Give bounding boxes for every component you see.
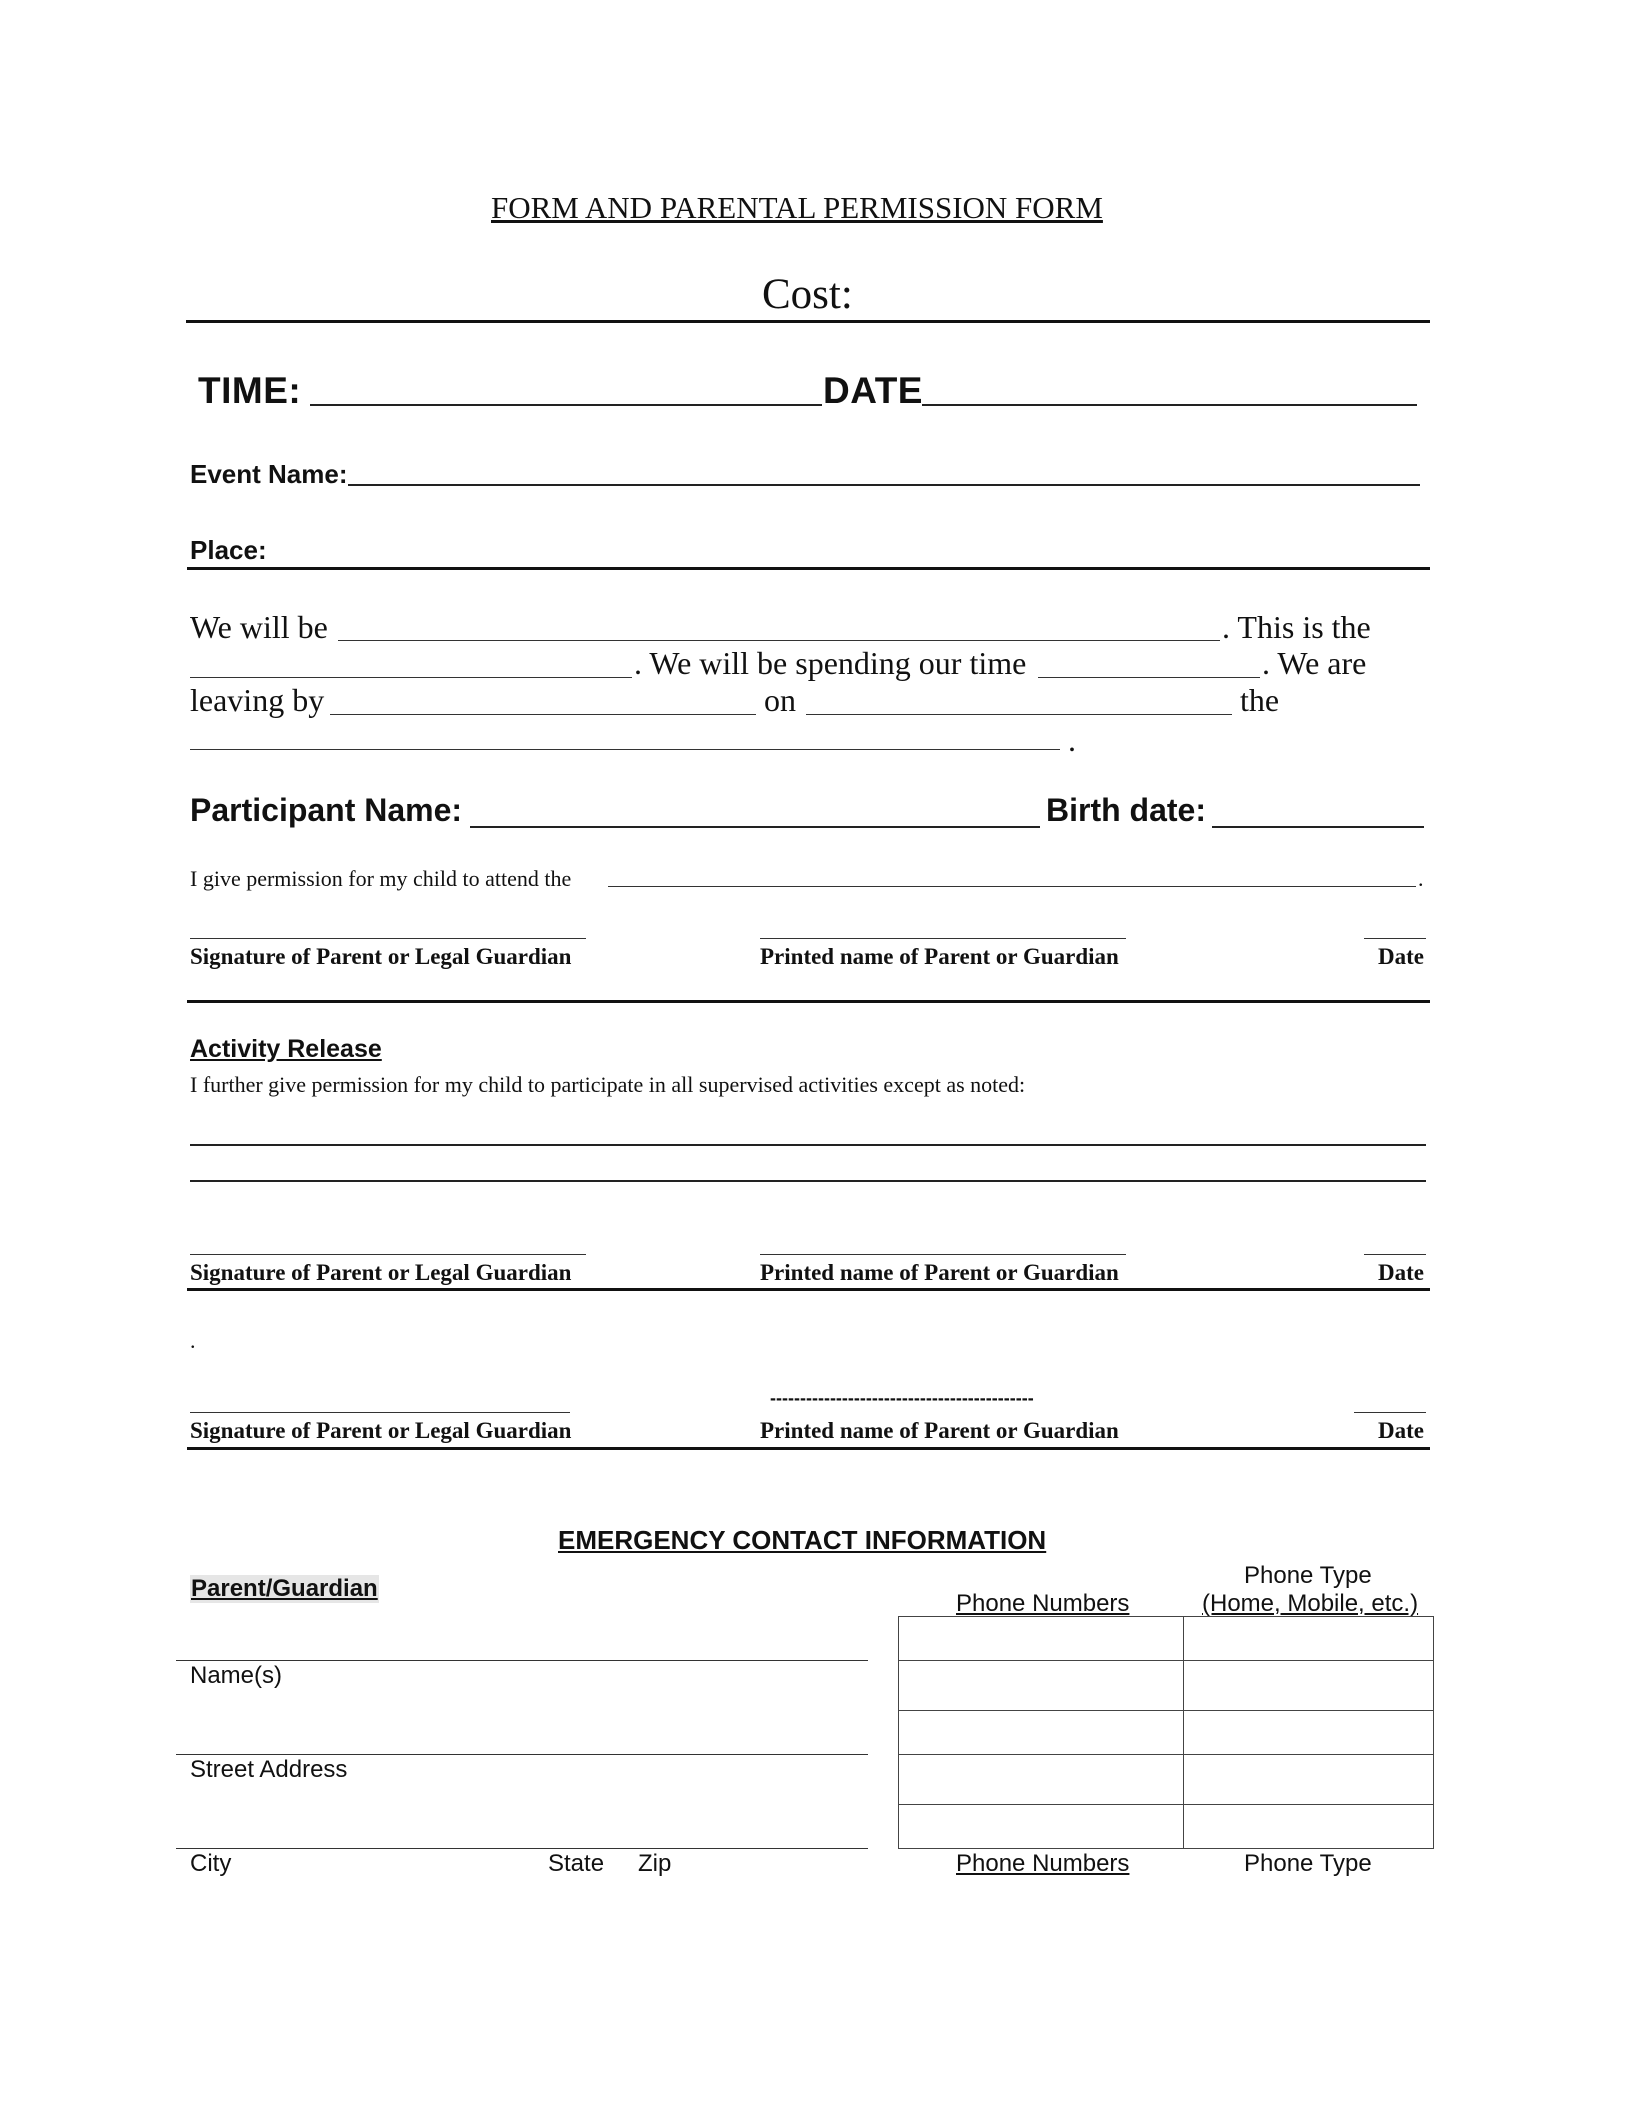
signature-3-label: Signature of Parent or Legal Guardian [190,1418,572,1443]
para-blank-2[interactable] [190,677,632,678]
phone-number-cell[interactable] [899,1711,1184,1755]
signature-1-line[interactable] [190,938,586,939]
parent-guardian-label: Parent/Guardian [191,1575,378,1602]
section-rule-1 [187,1000,1430,1003]
phone-type-footer: Phone Type [1244,1850,1372,1877]
para-we-will-be: We will be [190,609,328,645]
phone-number-cell[interactable] [899,1755,1184,1805]
place-label: Place: [190,535,267,565]
printed-name-1-line[interactable] [760,938,1126,939]
stray-dot: . [190,1328,196,1353]
time-field[interactable] [310,404,822,406]
phone-numbers-header: Phone Numbers [956,1590,1130,1617]
para-blank-4[interactable] [330,714,756,715]
phone-type-cell[interactable] [1184,1755,1434,1805]
para-spending-time: . We will be spending our time [634,645,1027,681]
permission-end-dot: . [1418,866,1424,891]
activity-note-line-2[interactable] [190,1180,1426,1182]
para-blank-1[interactable] [338,640,1220,641]
para-on: on [764,682,796,718]
activity-release-heading: Activity Release [190,1035,382,1063]
names-label: Name(s) [190,1662,283,1689]
date-1-line[interactable] [1364,938,1426,939]
names-line[interactable] [176,1660,868,1661]
printed-name-1-label: Printed name of Parent or Guardian [760,944,1119,969]
birth-date-label: Birth date: [1046,792,1206,828]
para-this-is-the: . This is the [1222,609,1371,645]
phone-type-header-2: (Home, Mobile, etc.) [1202,1590,1419,1617]
phone-type-cell[interactable] [1184,1661,1434,1711]
place-field[interactable] [187,567,1430,570]
printed-name-3-label: Printed name of Parent or Guardian [760,1418,1119,1443]
phone-number-cell[interactable] [899,1805,1184,1849]
event-name-field[interactable] [348,484,1420,486]
participant-name-label: Participant Name: [190,792,463,828]
date-label: DATE [823,370,923,411]
signature-3-line[interactable] [190,1412,570,1413]
signature-1-label: Signature of Parent or Legal Guardian [190,944,572,969]
printed-name-3-dashed-line[interactable]: -------------------------------------------- [770,1388,1034,1408]
phone-type-cell[interactable] [1184,1617,1434,1661]
section-rule-3 [187,1447,1430,1450]
date-2-label: Date [1378,1260,1424,1285]
city-state-zip-line[interactable] [176,1848,868,1849]
street-address-label: Street Address [190,1756,348,1783]
permission-field[interactable] [608,886,1416,887]
date-1-label: Date [1378,944,1424,969]
activity-release-text: I further give permission for my child to participate in all supervised activities except as noted: [190,1072,1026,1097]
cost-rule [186,320,1430,323]
para-blank-5[interactable] [806,714,1232,715]
phone-numbers-footer: Phone Numbers [956,1850,1130,1877]
signature-2-label: Signature of Parent or Legal Guardian [190,1260,572,1285]
phone-type-header-1: Phone Type [1244,1562,1372,1589]
signature-2-line[interactable] [190,1254,586,1255]
time-label: TIME: [198,370,302,411]
para-blank-6[interactable] [190,749,1060,750]
permission-text: I give permission for my child to attend the [190,866,572,891]
event-name-label: Event Name: [190,459,348,489]
form-title: FORM AND PARENTAL PERMISSION FORM [491,190,1103,225]
para-leaving-by: leaving by [190,682,325,718]
date-2-line[interactable] [1364,1254,1426,1255]
para-blank-3[interactable] [1038,677,1260,678]
printed-name-2-label: Printed name of Parent or Guardian [760,1260,1119,1285]
printed-name-2-line[interactable] [760,1254,1126,1255]
phone-number-cell[interactable] [899,1617,1184,1661]
phone-type-cell[interactable] [1184,1711,1434,1755]
phone-table [898,1616,1434,1849]
para-the: the [1240,682,1280,718]
date-3-label: Date [1378,1418,1424,1443]
city-label: City [190,1850,232,1877]
zip-label: Zip [638,1850,672,1877]
participant-name-field[interactable] [470,826,1040,828]
birth-date-field[interactable] [1212,826,1424,828]
emergency-heading: EMERGENCY CONTACT INFORMATION [558,1525,1047,1555]
state-label: State [548,1850,605,1877]
para-we-are: . We are [1262,645,1367,681]
cost-label: Cost: [762,271,853,318]
para-end-dot: . [1068,722,1076,758]
phone-type-cell[interactable] [1184,1805,1434,1849]
activity-note-line-1[interactable] [190,1144,1426,1146]
date-field[interactable] [922,404,1417,406]
date-3-line[interactable] [1354,1412,1426,1413]
section-rule-2 [187,1288,1430,1291]
phone-number-cell[interactable] [899,1661,1184,1711]
street-address-line[interactable] [176,1754,868,1755]
